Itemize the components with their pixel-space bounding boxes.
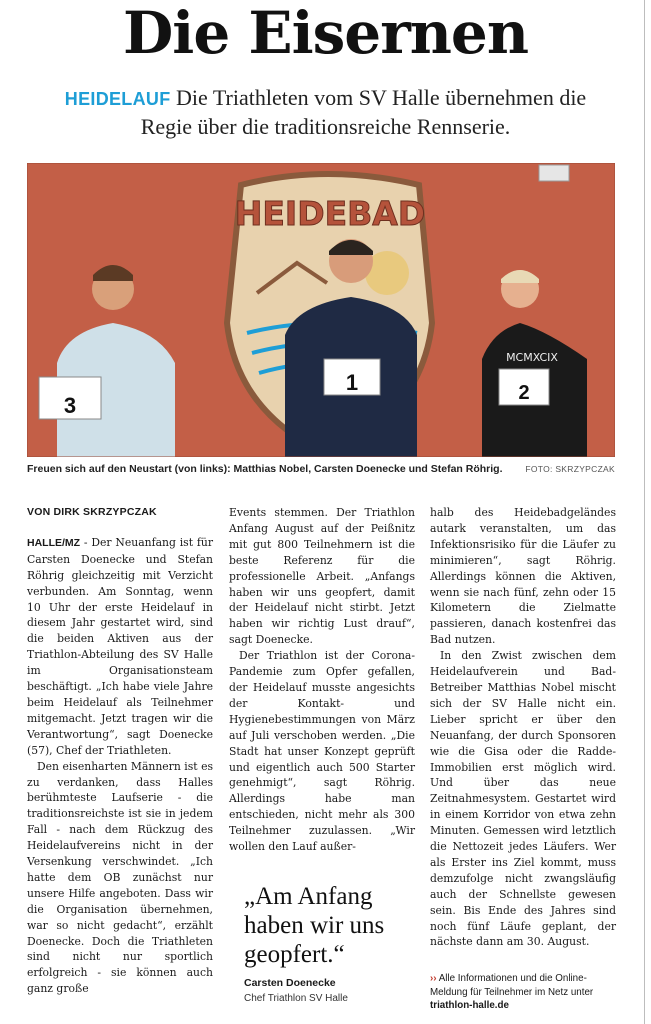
kicker: HEIDELAUF — [64, 89, 171, 109]
headline: Die Eisernen — [122, 0, 529, 67]
subhead-text: Die Triathleten vom SV Halle übernehmen die Regie über die traditionsreiche Rennserie. — [140, 85, 587, 139]
article-column-3 — [430, 505, 616, 950]
paragraph: In den Zwist zwischen dem Heidelaufverein und Bad-Betreiber Matthias Nobel mischt sich der SV Halle nicht ein. Lieber spricht er über den Neuanfang, der durch Sponsoren wie die Gisa oder die Radde-Immobilien erst möglich wird. Und über das neue Zeitnahmesystem. Gestartet wird in einem Korridor von etwa zehn Minuten. Gemessen wird letztlich die Nettozeit jedes Läufers. Wer als Erster ins Ziel kommt, muss demzufolge nicht zwangsläufig auch der Schnellste gewesen sein. Bis Ende des Jahres sind noch fünf Läufe geplant, der nächste dann am 30. August. — [430, 649, 616, 949]
caption-text: Freuen sich auf den Neustart (von links): Matthias Nobel, Carsten Doenecke und Stefan Röhrig. — [27, 463, 503, 475]
article-column-2 — [229, 505, 415, 855]
bib-number-1: 1 — [345, 370, 359, 395]
paragraph — [27, 535, 213, 759]
article-photo — [27, 163, 615, 457]
shirt-print: MCMXCIX — [506, 351, 558, 364]
sign-text: HEIDEBAD — [234, 194, 426, 233]
paragraph: Events stemmen. Der Triathlon Anfang August auf der Peißnitz mit gut 800 Teilnehmern ist die beste Referenz für die professionelle Arbeit. „Anfangs haben wir uns geopfert, damit der Heidelauf nicht stirbt. Jetzt haben wir richtig Lust drauf“, sagt Doenecke. — [229, 506, 415, 647]
info-box — [430, 972, 616, 1013]
paragraph: Der Triathlon ist der Corona-Pandemie zum Opfer gefallen, der Heidelauf musste angesichts der Kontakt- und Hygienebestimmungen von März auf Juli verschoben werden. „Die Stadt hat unser Konzept geprüft und eigentlich auch 500 Starter genehmigt“, sagt Röhrig. Allerdings habe man entschieden, nicht mehr als 300 Teilnehmer zuzulassen. „Wir wollen den Lauf außer- — [229, 649, 415, 854]
quote-author-role: Chef Triathlon SV Halle — [244, 993, 348, 1004]
pull-quote: „Am Anfang haben wir uns geopfert.“ — [244, 883, 385, 968]
website-link[interactable]: triathlon-halle.de — [430, 1000, 509, 1011]
dateline: HALLE/MZ — [27, 536, 81, 549]
wall-vent — [539, 165, 569, 181]
info-arrows-icon: ›› — [430, 973, 437, 984]
bib-number-2: 2 — [518, 382, 530, 404]
page-edge-line — [644, 0, 645, 1024]
article-column-1 — [27, 505, 213, 997]
subheadline — [40, 84, 611, 140]
photo-illustration — [27, 163, 615, 457]
byline: VON DIRK SKRZYPCZAK — [27, 506, 157, 518]
paragraph: halb des Heidebadgeländes autark veranstalten, um das Infektionsrisiko für die Läufer zu minimieren“, sagt Röhrig. Allerdings können die Aktiven, wenn sie nach fünf, zehn oder 15 Kilometern die Zielmatte passieren, danach kostenfrei das Bad nutzen. — [430, 506, 616, 647]
quote-author: Carsten Doenecke — [244, 977, 336, 989]
photo-caption — [27, 461, 615, 479]
bib-number-3: 3 — [63, 393, 77, 418]
info-text: Alle Informationen und die Online-Meldung für Teilnehmer im Netz unter — [430, 973, 594, 998]
paragraph-text: - Der Neuanfang ist für Carsten Doenecke und Stefan Röhrig gleichzeitig mit Verzicht verbunden. Am Sonntag, wenn 10 Uhr der erste Heidelauf in diesem Jahr gestartet wird, sind die beiden Aktiven aus der Triathlon-Abteilung des SV Halle im Organisationsteam beschäftigt. „Ich habe viele Jahre beim Heidelauf als Teilnehmer mitgemacht. Jetzt tragen wir die Verantwortung“, sagt Doenecke (57), Chef der Triathleten. — [27, 535, 213, 757]
paragraph: Den eisenharten Männern ist es zu verdanken, dass Halles berühmteste Laufserie - die traditionsreichste ist sie in jedem Fall - nach dem Rückzug des Heidelaufvereins nicht in der Versenkung verschwindet. „Ich hatte dem OB zunächst nur unsere Hilfe angeboten. Dass wir die Organisation übernehmen, war so nicht gedacht“, erzählt Doenecke. Doch die Triathleten sind nicht nur sportlich erfolgreich - sie können auch ganz große — [27, 759, 213, 996]
photo-credit: FOTO: SKRZYPCZAK — [525, 464, 615, 474]
